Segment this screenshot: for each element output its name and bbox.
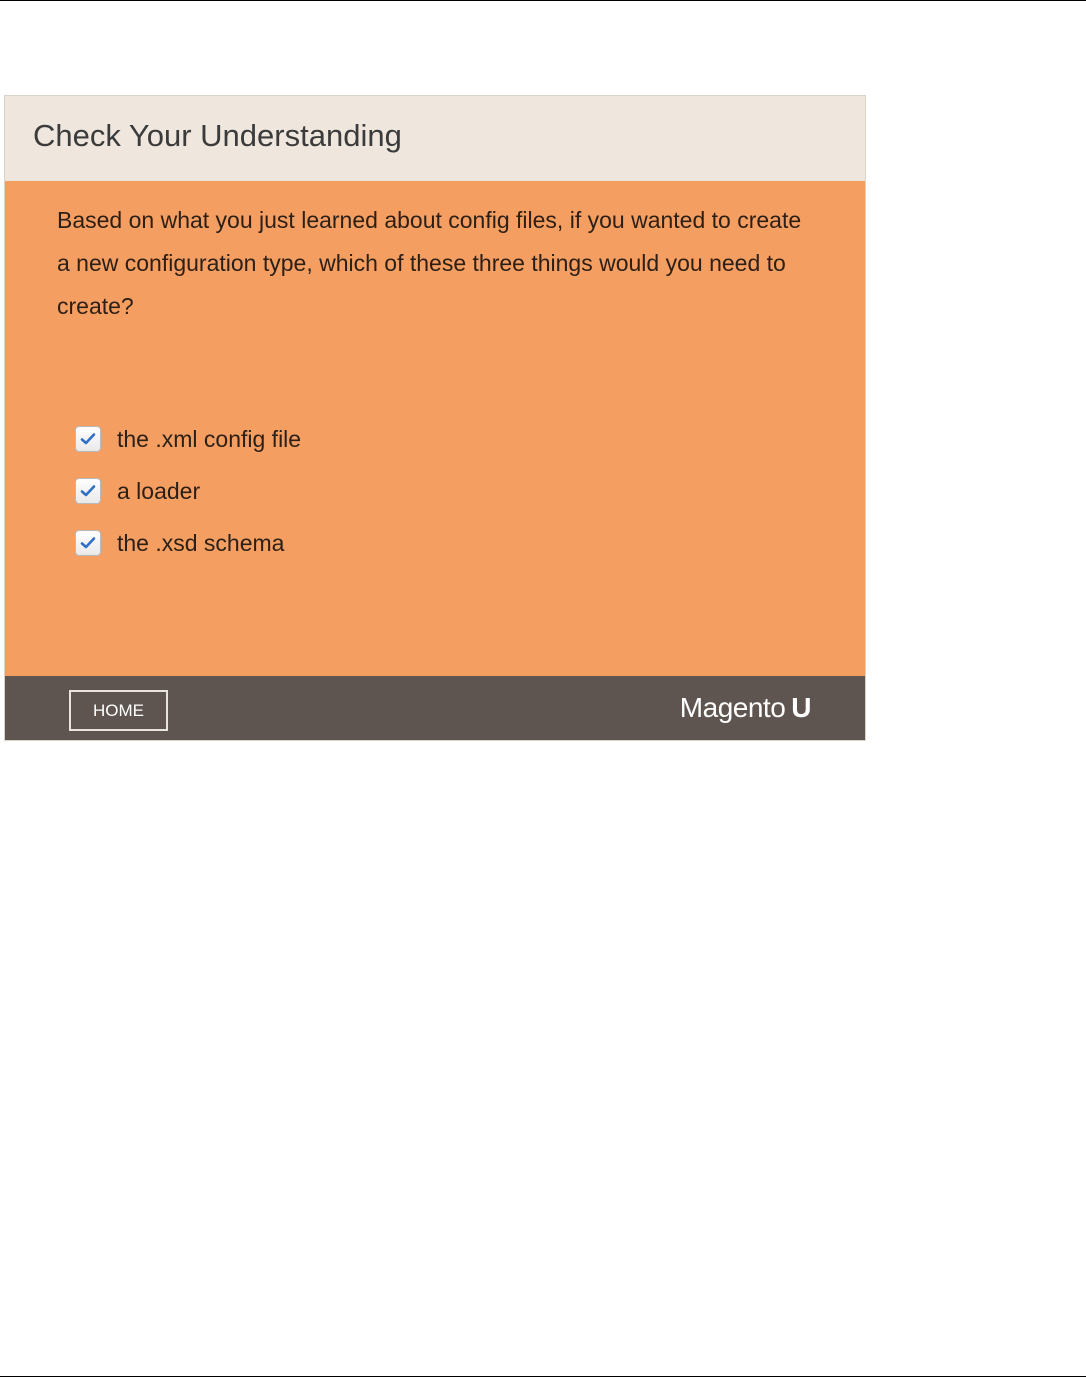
home-button[interactable]: HOME <box>69 690 168 731</box>
option-xsd-schema[interactable] <box>75 517 301 569</box>
slide-footer <box>5 676 865 741</box>
magento-u-logo <box>680 692 811 724</box>
option-checkbox[interactable] <box>75 478 101 504</box>
checkmark-icon <box>80 484 96 498</box>
option-label: the .xsd schema <box>117 529 285 556</box>
slide-body <box>5 181 865 676</box>
answer-options <box>75 413 301 569</box>
option-label: the .xml config file <box>117 425 302 452</box>
option-xml-config-file[interactable] <box>75 413 301 465</box>
brand-name: Magento <box>679 692 786 723</box>
option-loader[interactable] <box>75 465 301 517</box>
slide-header <box>5 96 865 181</box>
checkmark-icon <box>80 536 96 550</box>
option-label: a loader <box>117 477 201 504</box>
page-top-rule <box>0 0 1086 1</box>
brand-mark: U <box>791 692 811 723</box>
quiz-slide <box>4 95 866 741</box>
checkmark-icon <box>80 432 96 446</box>
question-text: Based on what you just learned about config files, if you wanted to create a new configuration type, which of these three things would you need to create? <box>57 207 802 319</box>
option-checkbox[interactable] <box>75 426 101 452</box>
option-checkbox[interactable] <box>75 530 101 556</box>
slide-title: Check Your Understanding <box>33 118 402 153</box>
page-bottom-rule <box>0 1376 1086 1377</box>
